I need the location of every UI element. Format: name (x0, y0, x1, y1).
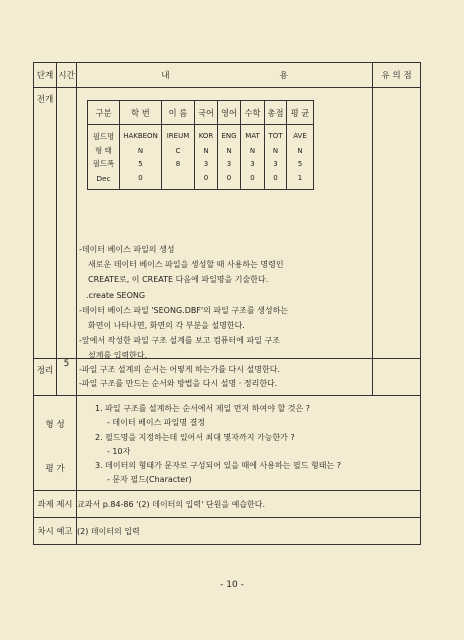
evaluation-stage-cell (34, 396, 77, 491)
development-row (34, 88, 421, 359)
table-cell: HAKBEON (120, 125, 162, 145)
question-3: 3. 데이터의 형태가 문자로 구성되어 있을 때에 사용하는 필드 형태는 ? (95, 461, 341, 471)
table-cell: MAT (241, 125, 265, 145)
table-cell: C (162, 144, 195, 157)
next-notice-row (34, 518, 421, 545)
question-1: 1. 파일 구조를 설계하는 순서에서 제일 먼저 하여야 할 것은 ? (95, 404, 311, 413)
column-header: 구분 (88, 101, 120, 125)
text-line: -데이터 베이스 파일 'SEONG.DBF'의 파일 구조를 생성하는 (79, 305, 289, 315)
assignment-label: 과제 제시 (34, 491, 77, 518)
table-cell: 5 (120, 157, 162, 170)
answer-2: - 10자 (107, 446, 131, 456)
table-cell: 5 (287, 157, 314, 170)
row-label: 형 태 (88, 144, 120, 157)
table-cell: KOR (195, 125, 218, 145)
row-label: Dec (88, 170, 120, 190)
evaluation-row (34, 396, 421, 491)
text-line: CREATE로, 이 CREATE 다음에 파일명을 기술한다. (88, 275, 269, 285)
table-cell: 3 (195, 157, 218, 170)
table-cell: 3 (265, 157, 287, 170)
table-cell: N (287, 144, 314, 157)
table-cell: IREUM (162, 125, 195, 145)
column-header: 영어 (218, 101, 241, 125)
text-line: 새로운 데이터 베이스 파일을 생성할 때 사용하는 명령인 (88, 260, 284, 270)
table-cell: 8 (162, 157, 195, 170)
evaluation-content-cell (77, 396, 421, 491)
text-line: -파일 구조 설계의 순서는 어떻게 하는가를 다시 설명한다. (79, 365, 280, 374)
development-stage-label: 전개 (36, 95, 54, 105)
header-content-right: 용 (279, 71, 288, 81)
development-text (79, 242, 339, 364)
table-row (88, 125, 314, 145)
assignment-text: 교과서 p.84-86 '(2) 데이터의 입력' 단원을 예습한다. (77, 491, 421, 518)
table-cell: ENG (218, 125, 241, 145)
table-cell: AVE (287, 125, 314, 145)
table-cell: 3 (241, 157, 265, 170)
next-notice-label: 차시 예고 (34, 518, 77, 545)
next-notice-text: (2) 데이터의 입력 (77, 518, 421, 545)
column-header: 총점 (265, 101, 287, 125)
table-cell: TOT (265, 125, 287, 145)
arrangement-content-cell (77, 359, 373, 396)
development-time-cell (57, 88, 77, 359)
answer-3: - 문자 필드(Character) (107, 475, 192, 485)
row-label: 필드폭 (88, 157, 120, 170)
text-line: -앞에서 작성한 파일 구조 설계를 보고 컴퓨터에 파일 구조 (79, 336, 280, 346)
table-cell: N (120, 144, 162, 157)
answer-1: - 데이터 베이스 파일명 결정 (107, 418, 206, 428)
file-structure-table (87, 100, 314, 190)
table-cell: N (265, 144, 287, 157)
table-cell: N (195, 144, 218, 157)
question-2: 2. 필드명을 지정하는데 있어서 최대 몇자까지 가능한가 ? (95, 432, 295, 442)
table-cell: 0 (265, 170, 287, 190)
arrangement-notes-cell (373, 359, 421, 396)
table-row (88, 170, 314, 190)
evaluation-stage-label-a: 형 성 (45, 420, 65, 430)
table-cell: N (218, 144, 241, 157)
assignment-row (34, 491, 421, 518)
table-cell: 0 (195, 170, 218, 190)
column-header: 이 름 (162, 101, 195, 125)
column-header: 평 균 (287, 101, 314, 125)
text-line: .create SEONG (86, 290, 146, 300)
text-line: -파일 구조를 만드는 순서와 방법을 다시 설명 · 정리한다. (79, 379, 278, 388)
column-header: 학 번 (120, 101, 162, 125)
development-stage-cell (34, 88, 57, 359)
table-header-row (34, 63, 421, 88)
header-stage: 단계 (34, 63, 57, 88)
table-cell: 3 (218, 157, 241, 170)
table-row (88, 157, 314, 170)
column-header: 국어 (195, 101, 218, 125)
header-notes: 유 의 점 (373, 63, 421, 88)
evaluation-stage-label-b: 평 가 (45, 464, 65, 474)
development-content-cell (77, 88, 373, 359)
table-cell: 1 (287, 170, 314, 190)
file-structure-header-row (88, 101, 314, 125)
arrangement-stage-label: 정리 (36, 366, 54, 376)
table-cell: 0 (120, 170, 162, 190)
arrangement-stage-cell (34, 359, 57, 396)
arrangement-row (34, 359, 421, 396)
table-row (88, 144, 314, 157)
table-cell: N (241, 144, 265, 157)
text-line: -데이터 베이스 파일의 생성 (79, 245, 175, 254)
page-number: - 10 - (220, 580, 244, 590)
header-content-left: 내 (161, 71, 170, 81)
arrangement-time-cell: 5 (57, 359, 77, 396)
column-header: 수학 (241, 101, 265, 125)
text-line: 화면이 나타나면, 화면의 각 부분을 설명한다. (88, 321, 245, 331)
development-notes-cell (373, 88, 421, 359)
table-cell: 0 (241, 170, 265, 190)
header-content (77, 63, 373, 88)
table-cell (162, 170, 195, 190)
row-label: 필드명 (88, 125, 120, 145)
text-line: 설계를 입력한다. (88, 351, 148, 361)
header-time: 시간 (57, 63, 77, 88)
lesson-plan-table (33, 62, 421, 545)
table-cell: 0 (218, 170, 241, 190)
